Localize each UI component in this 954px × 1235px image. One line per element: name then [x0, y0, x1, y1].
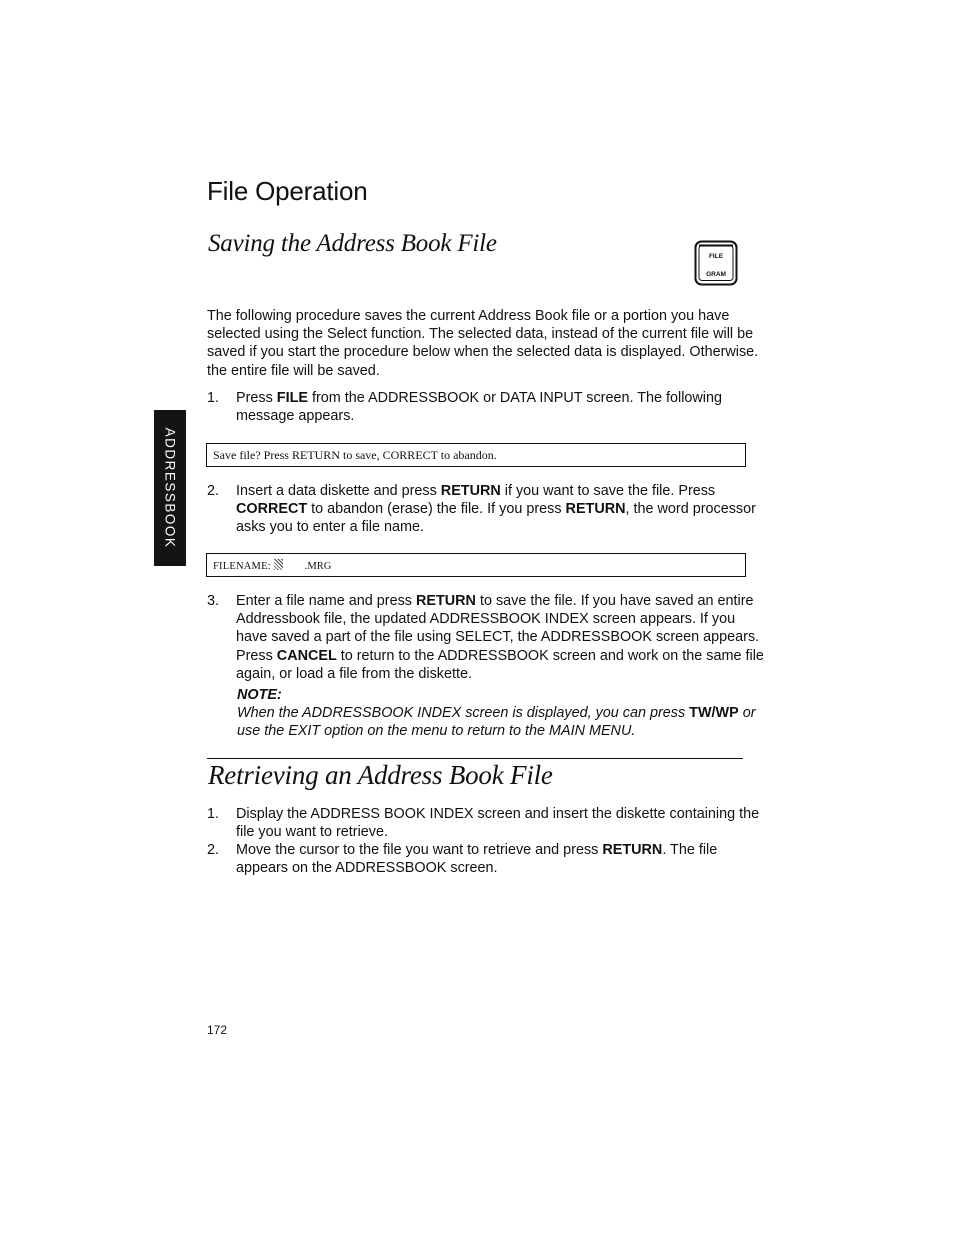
page-number: 172 — [207, 1023, 228, 1037]
intro-paragraph: The following procedure saves the current Address Book file or a portion you have selected using the Select function. The selected data, instead of the current file will be saved if you start the procedure below when the selected data is displayed. Otherwise. the entire file will be saved. — [207, 308, 759, 379]
saving-step-2 — [207, 482, 767, 537]
step-number: 3. — [207, 593, 220, 609]
side-tab-addressbook — [154, 410, 186, 566]
key-top-label: FILE — [708, 253, 724, 260]
note-label: NOTE: — [237, 687, 282, 703]
screen-filename-box — [206, 553, 746, 577]
step-number: 1. — [207, 390, 220, 406]
step-text: Move the cursor to the file you want to retrieve and press RETURN. The file appears on the ADDRESSBOOK screen. — [236, 842, 718, 877]
key-bottom-label: GRAM — [706, 271, 726, 278]
note-block — [237, 686, 777, 741]
side-tab-label: ADDRESSBOOK — [162, 427, 178, 549]
step-number: 2. — [207, 842, 220, 858]
step-number: 1. — [207, 806, 220, 822]
screen-message: Save file? Press RETURN to save, CORRECT to abandon. — [213, 448, 497, 462]
step-number: 2. — [207, 483, 220, 499]
cursor-block-icon — [274, 559, 283, 570]
step-text: Display the ADDRESS BOOK INDEX screen and insert the diskette containing the file you want to retrieve. — [236, 806, 760, 841]
section-title-retrieving: Retrieving an Address Book File — [208, 760, 553, 790]
retrieving-step-2 — [207, 841, 767, 877]
step-text: Press FILE from the ADDRESSBOOK or DATA INPUT screen. The following message appears. — [236, 390, 722, 425]
chapter-title: File Operation — [207, 176, 368, 206]
step-text: Insert a data diskette and press RETURN if you want to save the file. Press CORRECT to abandon (erase) the file. If you press RETURN, the word processor asks you to enter a file name. — [236, 483, 756, 536]
saving-step-3 — [207, 592, 767, 683]
saving-step-1 — [207, 389, 767, 425]
section-title-saving: Saving the Address Book File — [208, 230, 497, 257]
file-gram-key-icon — [694, 240, 738, 286]
screen-message-box — [206, 443, 746, 467]
note-text: When the ADDRESSBOOK INDEX screen is displayed, you can press TW/WP or use the EXIT option on the menu to return to the MAIN MENU. — [237, 705, 756, 740]
section-divider — [207, 758, 743, 759]
step-text: Enter a file name and press RETURN to save the file. If you have saved an entire Addressbook file, the updated ADDRESSBOOK INDEX screen appears. If you have saved a part of the file using SELECT, the ADDRESSBOOK screen appears. Press CANCEL to return to the ADDRESSBOOK screen and work on the same file again, or load a file from the diskette. — [236, 593, 764, 682]
filename-extension: .MRG — [304, 561, 332, 572]
retrieving-step-1 — [207, 805, 767, 841]
filename-label: FILENAME: — [213, 561, 271, 572]
